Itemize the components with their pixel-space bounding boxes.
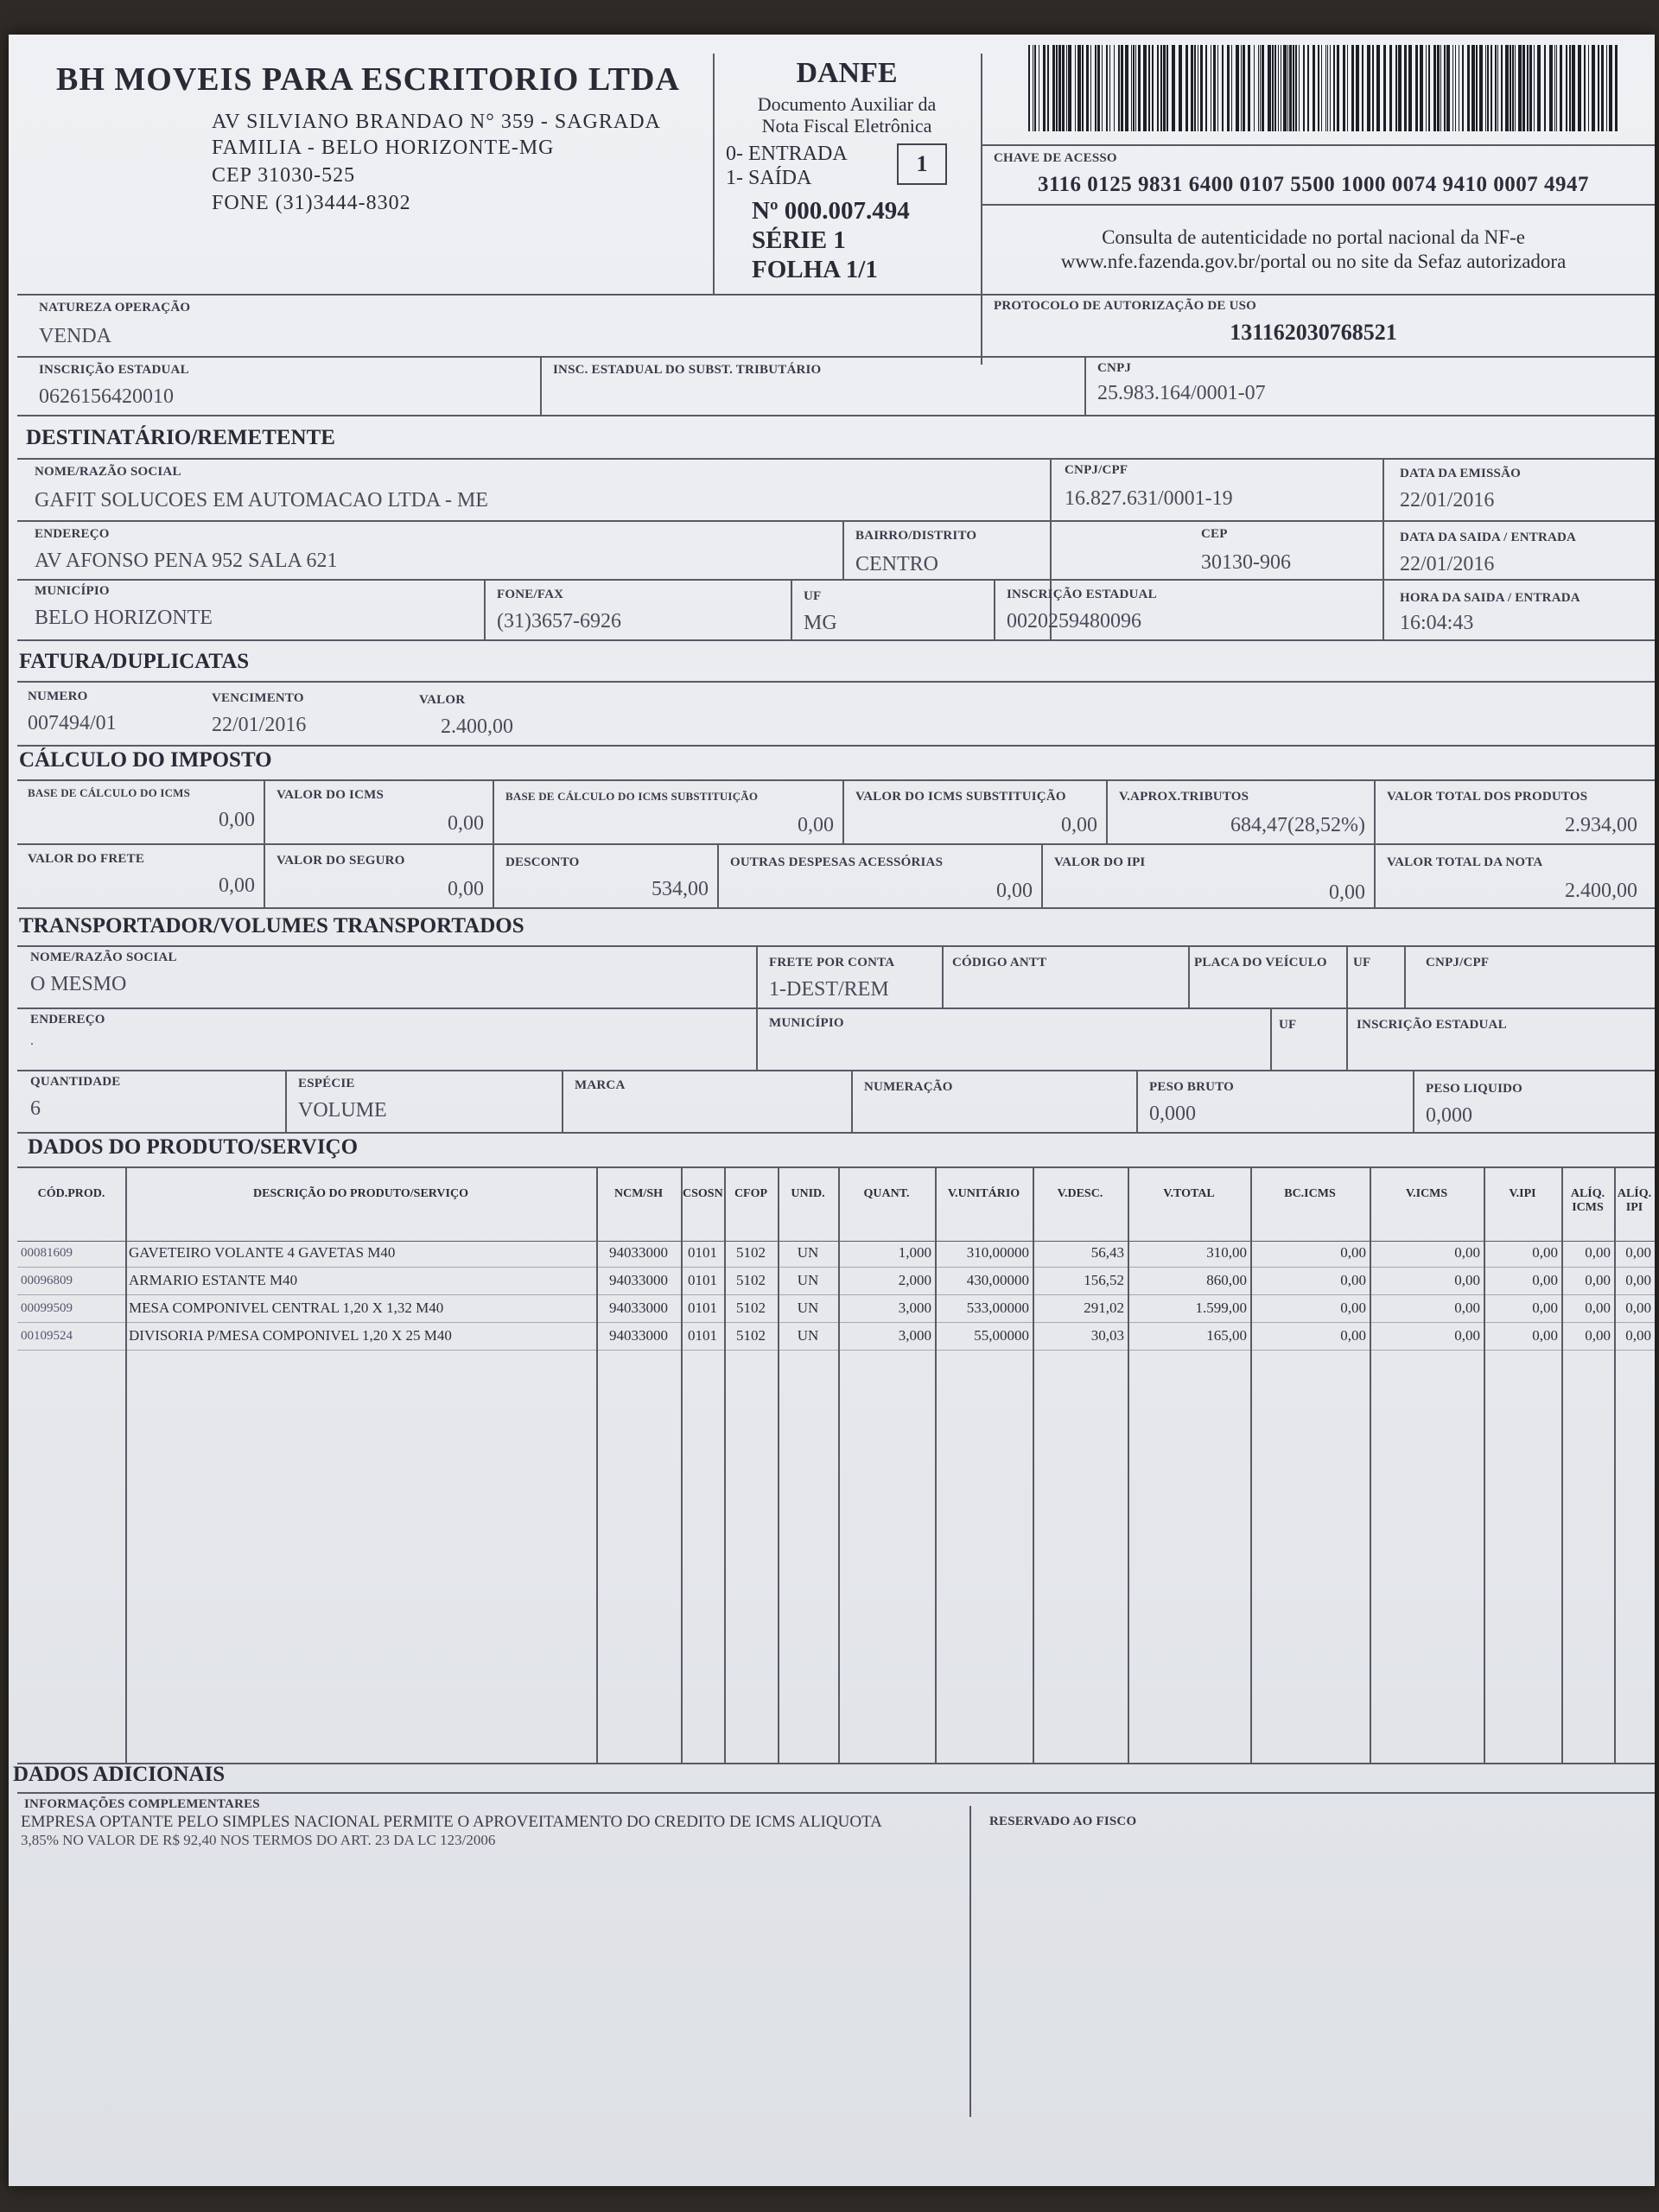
dest-nome-label: NOME/RAZÃO SOCIAL [35,465,181,479]
dest-emissao: 22/01/2016 [1400,489,1495,512]
table-cell: 3,000 [898,1327,931,1344]
column-header: V.UNITÁRIO [947,1187,1020,1200]
bc-icms: 0,00 [219,809,255,831]
outras: 0,00 [996,880,1033,902]
table-cell: UN [797,1300,819,1316]
transportador-section-title: TRANSPORTADOR/VOLUMES TRANSPORTADOS [19,914,524,938]
dest-uf: MG [804,612,837,634]
table-cell: GAVETEIRO VOLANTE 4 GAVETAS M40 [129,1244,396,1261]
column-header: NCM/SH [614,1187,663,1200]
table-cell: 00081609 [21,1246,73,1260]
dest-cep-label: CEP [1201,527,1228,541]
table-cell: 0,00 [1532,1244,1558,1261]
tributos: 684,47(28,52%) [1230,814,1365,836]
table-cell: 5102 [736,1272,766,1288]
ie-label: INSCRIÇÃO ESTADUAL [39,363,189,377]
transp-peso-liq-label: PESO LIQUIDO [1426,1082,1523,1096]
danfe-document [9,35,1655,2186]
column-header: ALÍQ. ICMS [1570,1187,1605,1214]
dest-uf-label: UF [804,589,822,603]
cnpj-emitente-label: CNPJ [1097,361,1132,375]
seguro-label: VALOR DO SEGURO [276,854,405,868]
table-cell: 1,000 [898,1244,931,1261]
bc-st-label: BASE DE CÁLCULO DO ICMS SUBSTITUIÇÃO [505,790,759,803]
transp-uf2-label: UF [1279,1018,1297,1032]
table-cell: 5102 [736,1327,766,1344]
transp-endereco-label: ENDEREÇO [30,1013,105,1027]
table-cell: 0,00 [1625,1327,1651,1344]
danfe-serie: SÉRIE 1 [752,226,846,254]
protocolo-value: 131162030768521 [1230,320,1397,345]
danfe-entrada: 0- ENTRADA [726,143,848,165]
dest-fone: (31)3657-6926 [497,610,621,632]
table-cell: 156,52 [1084,1272,1124,1288]
table-cell: 0101 [688,1272,717,1288]
table-cell: 0,00 [1454,1327,1480,1344]
danfe-folha: FOLHA 1/1 [752,256,878,283]
table-cell: 0,00 [1340,1244,1366,1261]
frete-label: VALOR DO FRETE [28,852,145,866]
ie-st-label: INSC. ESTADUAL DO SUBST. TRIBUTÁRIO [553,363,822,377]
table-cell: 0,00 [1532,1300,1558,1316]
column-header: V.IPI [1509,1187,1536,1200]
fatura-section-title: FATURA/DUPLICATAS [19,650,250,673]
table-cell: 56,43 [1090,1244,1124,1261]
consulta-line2: www.nfe.fazenda.gov.br/portal ou no site da Sefaz autorizadora [1060,251,1567,272]
table-cell: 0101 [688,1244,717,1261]
table-cell: 0,00 [1454,1272,1480,1288]
fatura-valor-label: VALOR [419,693,466,707]
transp-uf-label: UF [1353,956,1371,969]
table-cell: 55,00000 [974,1327,1029,1344]
fatura-numero: 007494/01 [28,712,117,734]
dest-ie-label: INSCRIÇÃO ESTADUAL [1007,588,1157,601]
table-cell: 2,000 [898,1272,931,1288]
table-cell: 533,00000 [966,1300,1029,1316]
table-cell: 5102 [736,1300,766,1316]
ipi: 0,00 [1329,881,1365,904]
v-st-label: VALOR DO ICMS SUBSTITUIÇÃO [855,790,1066,804]
info-line2: 3,85% NO VALOR DE R$ 92,40 NOS TERMOS DO ART. 23 DA LC 123/2006 [21,1832,496,1848]
dest-bairro: CENTRO [855,553,938,575]
table-cell: 430,00000 [966,1272,1029,1288]
fatura-venc: 22/01/2016 [212,714,307,736]
transp-marca-label: MARCA [575,1078,626,1092]
table-cell: MESA COMPONIVEL CENTRAL 1,20 X 1,32 M40 [129,1300,444,1316]
table-cell: 94033000 [609,1272,668,1288]
fisco-label: RESERVADO AO FISCO [989,1815,1137,1828]
table-cell: DIVISORIA P/MESA COMPONIVEL 1,20 X 25 M40 [129,1327,452,1344]
table-cell: 94033000 [609,1327,668,1344]
emitente-cep: CEP 31030-525 [212,164,356,187]
table-cell: 0,00 [1585,1244,1611,1261]
table-cell: UN [797,1327,819,1344]
emitente-address-line1: AV SILVIANO BRANDAO N° 359 - SAGRADA [212,111,661,133]
transp-nome-label: NOME/RAZÃO SOCIAL [30,950,177,964]
table-cell: 30,03 [1090,1327,1124,1344]
fatura-venc-label: VENCIMENTO [212,691,304,705]
danfe-title: DANFE [796,57,898,89]
table-cell: 0,00 [1340,1272,1366,1288]
v-icms: 0,00 [448,812,484,835]
transp-cnpj-label: CNPJ/CPF [1426,956,1490,969]
emitente-phone: FONE (31)3444-8302 [212,192,411,214]
table-cell: 0,00 [1532,1327,1558,1344]
table-cell: 165,00 [1206,1327,1247,1344]
dest-hora: 16:04:43 [1400,612,1474,634]
transp-qtd-label: QUANTIDADE [30,1075,121,1089]
transp-peso-bruto: 0,000 [1149,1103,1196,1125]
column-header: V.DESC. [1057,1187,1103,1200]
table-cell: 0,00 [1340,1300,1366,1316]
table-cell: 1.599,00 [1195,1300,1247,1316]
table-cell: 0,00 [1625,1272,1651,1288]
transp-frete-label: FRETE POR CONTA [769,956,895,969]
danfe-subtitle-1: Documento Auxiliar da [757,93,937,115]
table-cell: 860,00 [1206,1272,1247,1288]
column-header: ALÍQ. IPI [1617,1187,1652,1214]
transp-qtd: 6 [30,1097,41,1120]
transp-frete: 1-DEST/REM [769,978,889,1001]
transp-peso-bruto-label: PESO BRUTO [1149,1080,1234,1094]
column-header: UNID. [791,1187,825,1200]
v-icms-label: VALOR DO ICMS [276,788,385,802]
protocolo-label: PROTOCOLO DE AUTORIZAÇÃO DE USO [994,299,1257,313]
danfe-subtitle-2: Nota Fiscal Eletrônica [761,115,932,137]
outras-label: OUTRAS DESPESAS ACESSÓRIAS [730,855,944,869]
transp-placa-label: PLACA DO VEÍCULO [1194,956,1327,969]
dest-fone-label: FONE/FAX [497,588,564,601]
fatura-numero-label: NUMERO [28,690,88,703]
dest-saida: 22/01/2016 [1400,553,1495,575]
dest-nome: GAFIT SOLUCOES EM AUTOMACAO LTDA - ME [35,489,488,512]
adicionais-section-title: DADOS ADICIONAIS [13,1763,226,1786]
produtos-section-title: DADOS DO PRODUTO/SERVIÇO [28,1135,359,1159]
frete: 0,00 [219,874,255,897]
table-cell: 94033000 [609,1244,668,1261]
table-cell: 0,00 [1454,1300,1480,1316]
total-prod: 2.934,00 [1565,814,1637,836]
table-cell: 310,00 [1206,1244,1247,1261]
table-cell: 0,00 [1625,1300,1651,1316]
dest-endereco: AV AFONSO PENA 952 SALA 621 [35,550,338,572]
transp-municipio-label: MUNICÍPIO [769,1016,844,1030]
dest-cnpj: 16.827.631/0001-19 [1065,487,1233,510]
dest-hora-label: HORA DA SAIDA / ENTRADA [1400,591,1580,605]
chave-value: 3116 0125 9831 6400 0107 5500 1000 0074 9410 0007 4947 [1037,173,1590,196]
total-prod-label: VALOR TOTAL DOS PRODUTOS [1387,790,1588,804]
table-cell: 0,00 [1625,1244,1651,1261]
column-header: DESCRIÇÃO DO PRODUTO/SERVIÇO [253,1187,468,1200]
table-cell: 291,02 [1084,1300,1124,1316]
total-nota: 2.400,00 [1565,880,1637,902]
total-nota-label: VALOR TOTAL DA NOTA [1387,855,1543,869]
transp-antt-label: CÓDIGO ANTT [952,956,1047,969]
transp-endereco: . [30,1033,34,1048]
dest-endereco-label: ENDEREÇO [35,527,110,541]
table-cell: ARMARIO ESTANTE M40 [129,1272,298,1288]
seguro: 0,00 [448,878,484,900]
transp-especie: VOLUME [298,1099,387,1122]
table-cell: 00096809 [21,1274,73,1287]
dest-ie: 0020259480096 [1007,610,1141,632]
table-cell: UN [797,1272,819,1288]
table-cell: UN [797,1244,819,1261]
ie-value: 0626156420010 [39,385,174,408]
table-cell: 5102 [736,1244,766,1261]
danfe-tipo-box: 1 [897,143,947,185]
v-st: 0,00 [1061,814,1097,836]
info-line1: EMPRESA OPTANTE PELO SIMPLES NACIONAL PERMITE O APROVEITAMENTO DO CREDITO DE ICMS ALIQUOTA [21,1813,882,1831]
destinatario-section-title: DESTINATÁRIO/REMETENTE [26,426,335,449]
table-cell: 0,00 [1532,1272,1558,1288]
dest-bairro-label: BAIRRO/DISTRITO [855,529,977,543]
table-cell: 0,00 [1454,1244,1480,1261]
natureza-label: NATUREZA OPERAÇÃO [39,301,191,315]
dest-saida-label: DATA DA SAIDA / ENTRADA [1400,531,1577,544]
transp-nome: O MESMO [30,973,127,995]
barcode-image [1028,45,1624,131]
transp-peso-liq: 0,000 [1426,1104,1472,1127]
bc-st: 0,00 [798,814,834,836]
table-cell: 0,00 [1585,1300,1611,1316]
bc-icms-label: BASE DE CÁLCULO DO ICMS [28,786,191,799]
table-cell: 0101 [688,1300,717,1316]
column-header: CSOSN [683,1187,723,1200]
table-cell: 0,00 [1585,1327,1611,1344]
table-cell: 00099509 [21,1301,73,1315]
column-header: QUANT. [863,1187,910,1200]
cnpj-emitente-value: 25.983.164/0001-07 [1097,382,1266,404]
consulta-line1: Consulta de autenticidade no portal nacional da NF-e [1102,226,1525,248]
table-cell: 00109524 [21,1329,73,1343]
dest-municipio-label: MUNICÍPIO [35,584,110,598]
natureza-value: VENDA [39,325,111,347]
emitente-address-line2: FAMILIA - BELO HORIZONTE-MG [212,137,555,159]
column-header: V.ICMS [1405,1187,1448,1200]
dest-municipio: BELO HORIZONTE [35,607,213,629]
ipi-label: VALOR DO IPI [1054,855,1146,869]
tributos-label: V.APROX.TRIBUTOS [1119,790,1249,804]
column-header: V.TOTAL [1163,1187,1215,1200]
desconto: 534,00 [652,878,709,900]
transp-ie-label: INSCRIÇÃO ESTADUAL [1357,1018,1507,1032]
imposto-section-title: CÁLCULO DO IMPOSTO [19,748,272,772]
column-header: BC.ICMS [1284,1187,1336,1200]
emitente-name: BH MOVEIS PARA ESCRITORIO LTDA [56,61,680,98]
desconto-label: DESCONTO [505,855,580,869]
dest-emissao-label: DATA DA EMISSÃO [1400,467,1521,480]
dest-cep: 30130-906 [1201,551,1291,574]
danfe-numero: Nº 000.007.494 [752,197,910,225]
column-header: CFOP [734,1187,768,1200]
table-cell: 3,000 [898,1300,931,1316]
dest-cnpj-label: CNPJ/CPF [1065,463,1128,477]
table-cell: 94033000 [609,1300,668,1316]
column-header: CÓD.PROD. [37,1187,105,1200]
table-cell: 0,00 [1340,1327,1366,1344]
chave-label: CHAVE DE ACESSO [994,151,1117,165]
table-cell: 310,00000 [966,1244,1029,1261]
fatura-valor: 2.400,00 [441,715,513,738]
danfe-saida: 1- SAÍDA [726,167,812,189]
transp-numeracao-label: NUMERAÇÃO [864,1080,953,1094]
table-cell: 0,00 [1585,1272,1611,1288]
table-cell: 0101 [688,1327,717,1344]
info-label: INFORMAÇÕES COMPLEMENTARES [24,1797,260,1811]
transp-especie-label: ESPÉCIE [298,1077,355,1090]
